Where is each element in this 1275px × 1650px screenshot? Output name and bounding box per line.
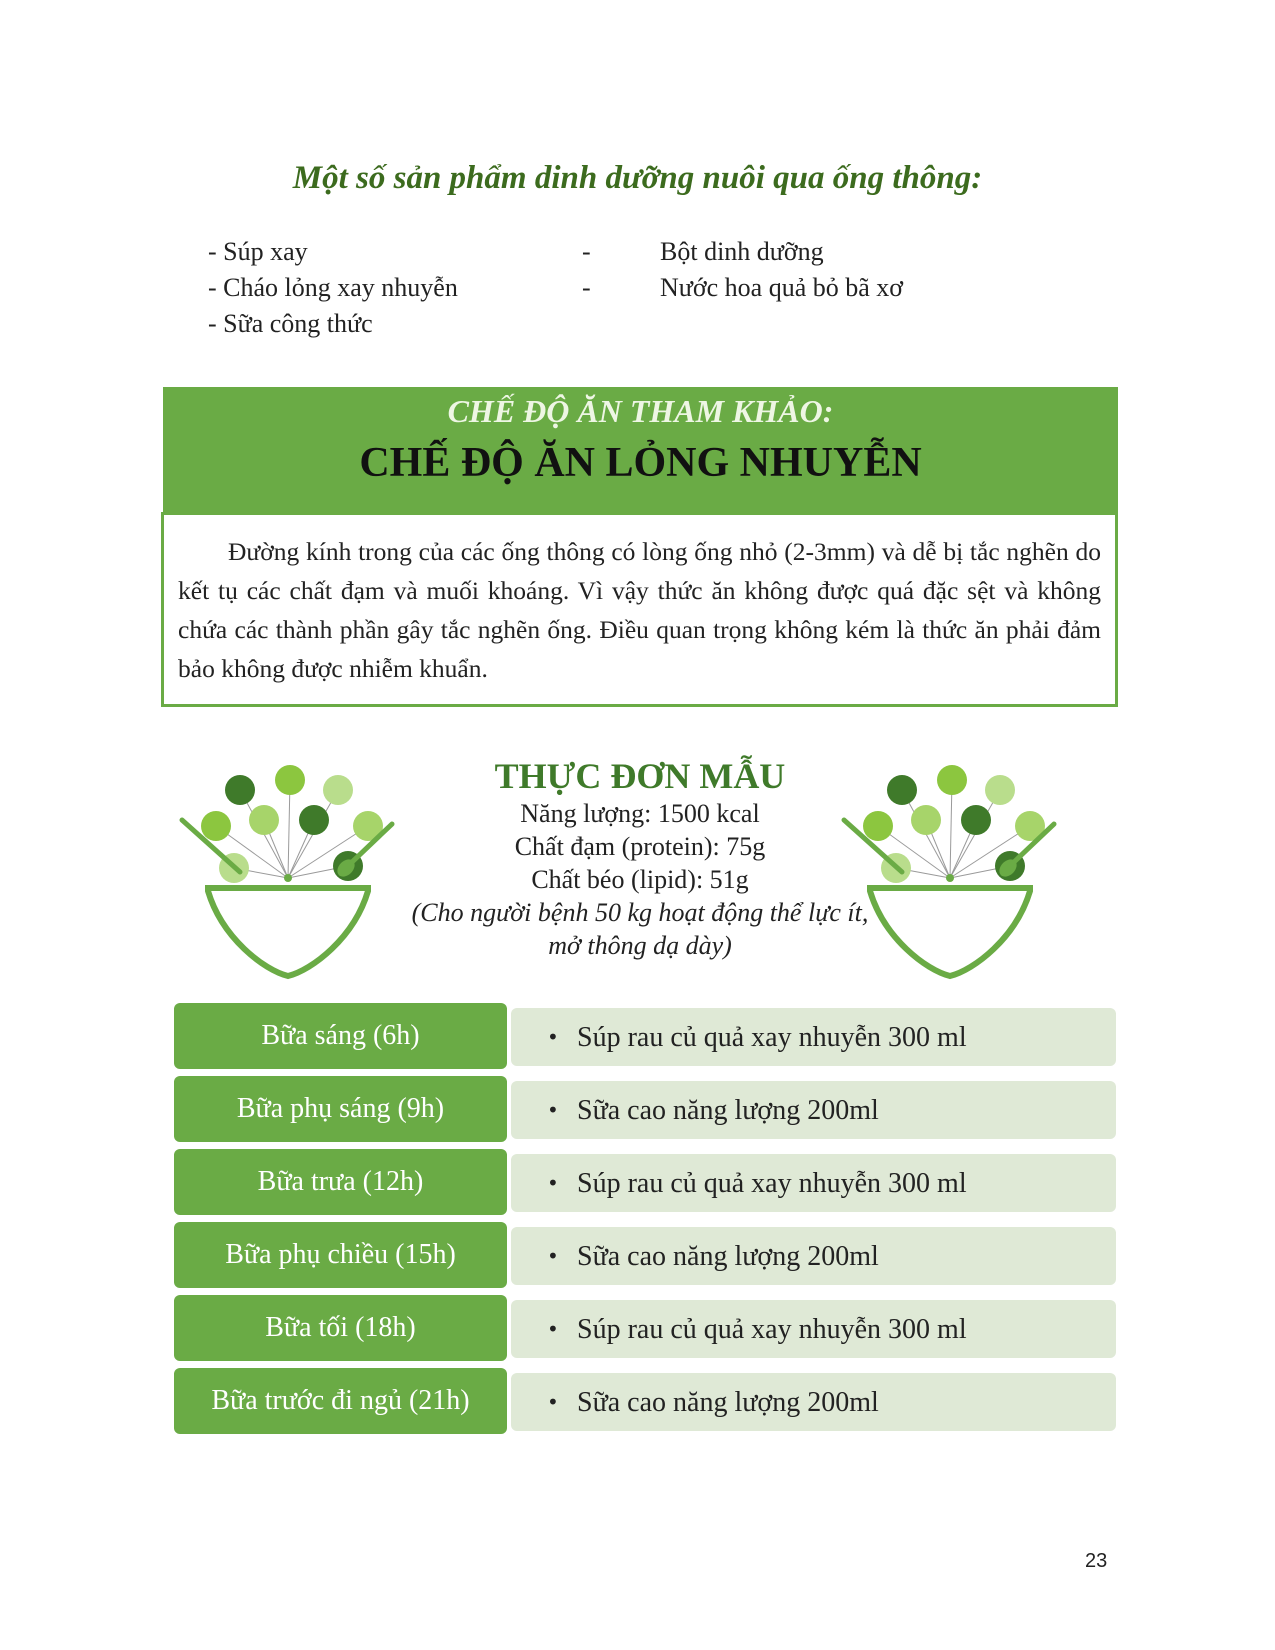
menu-lipid: Chất béo (lipid): 51g	[531, 865, 749, 894]
meal-item-text: Súp rau củ quả xay nhuyễn 300 ml	[577, 1168, 967, 1199]
meal-label: Bữa tối (18h)	[174, 1295, 507, 1361]
bullet: •	[547, 1317, 559, 1341]
meal-row	[174, 1368, 1116, 1434]
menu-note: (Cho người bệnh 50 kg hoạt động thể lực ít,	[411, 898, 869, 927]
meal-row	[174, 1222, 1116, 1288]
meal-label: Bữa sáng (6h)	[174, 1003, 507, 1069]
bullet: •	[547, 1025, 559, 1049]
bullet: •	[547, 1244, 559, 1268]
radish-icon	[985, 775, 1015, 805]
meal-label: Bữa phụ chiều (15h)	[174, 1222, 507, 1288]
grapes-icon	[911, 805, 941, 835]
info-paragraph: Đường kính trong của các ống thông có lòng ống nhỏ (2-3mm) và dễ bị tắc nghẽn do kết tụ các chất đạm và muối khoáng. Vì vậy thức ăn không được quá đặc sệt và không chứa các thành phần gây tắc nghẽn ống. Điều quan trọng không kém là thức ăn phải đảm bảo không được nhiễm khuẩn.	[178, 537, 1101, 683]
product-item: - Sữa công thức	[208, 309, 373, 338]
meal-item	[511, 1008, 1116, 1066]
meal-row	[174, 1003, 1116, 1069]
citrus-icon	[275, 765, 305, 795]
banner-subtitle: CHẾ ĐỘ ĂN THAM KHẢO:	[447, 393, 834, 429]
meal-item	[511, 1081, 1116, 1139]
meal-item-text: Súp rau củ quả xay nhuyễn 300 ml	[577, 1022, 967, 1053]
apple-icon	[201, 811, 231, 841]
product-dash: -	[582, 237, 591, 266]
meal-item	[511, 1373, 1116, 1431]
menu-title: THỰC ĐƠN MẪU	[494, 756, 786, 796]
meal-item-text: Sữa cao năng lượng 200ml	[577, 1387, 879, 1418]
menu-protein: Chất đạm (protein): 75g	[514, 832, 766, 861]
grapes-icon	[249, 805, 279, 835]
menu-note: mở thông dạ dày)	[548, 931, 732, 960]
meal-item-text: Sữa cao năng lượng 200ml	[577, 1241, 879, 1272]
products-title: Một số sản phẩm dinh dưỡng nuôi qua ống thông:	[292, 160, 983, 196]
info-box	[161, 512, 1118, 707]
menu-energy: Năng lượng: 1500 kcal	[520, 799, 760, 828]
sample-menu-header	[380, 755, 900, 962]
page-number: 23	[1085, 1550, 1108, 1572]
radish-icon	[323, 775, 353, 805]
diet-banner	[163, 387, 1118, 512]
apple-icon	[225, 775, 255, 805]
product-item: Bột dinh dưỡng	[660, 237, 824, 266]
citrus-icon	[937, 765, 967, 795]
bullet: •	[547, 1390, 559, 1414]
meal-item-text: Sữa cao năng lượng 200ml	[577, 1095, 879, 1126]
meal-item	[511, 1227, 1116, 1285]
product-item: - Súp xay	[208, 237, 308, 266]
strawberry-icon	[961, 805, 991, 835]
product-item: - Cháo lỏng xay nhuyễn	[208, 273, 458, 302]
meal-item	[511, 1300, 1116, 1358]
bullet: •	[547, 1171, 559, 1195]
bullet: •	[547, 1098, 559, 1122]
food-bowl-illustration-left	[178, 748, 408, 993]
meal-row	[174, 1295, 1116, 1361]
product-item: Nước hoa quả bỏ bã xơ	[660, 273, 904, 302]
meal-label: Bữa phụ sáng (9h)	[174, 1076, 507, 1142]
meal-label: Bữa trước đi ngủ (21h)	[174, 1368, 507, 1434]
meal-label: Bữa trưa (12h)	[174, 1149, 507, 1215]
meal-item-text: Súp rau củ quả xay nhuyễn 300 ml	[577, 1314, 967, 1345]
banner-title: CHẾ ĐỘ ĂN LỎNG NHUYỄN	[359, 440, 922, 486]
bowl-icon	[208, 888, 368, 976]
product-dash: -	[582, 273, 591, 302]
meal-row	[174, 1076, 1116, 1142]
meal-row	[174, 1149, 1116, 1215]
meal-item	[511, 1154, 1116, 1212]
strawberry-icon	[299, 805, 329, 835]
